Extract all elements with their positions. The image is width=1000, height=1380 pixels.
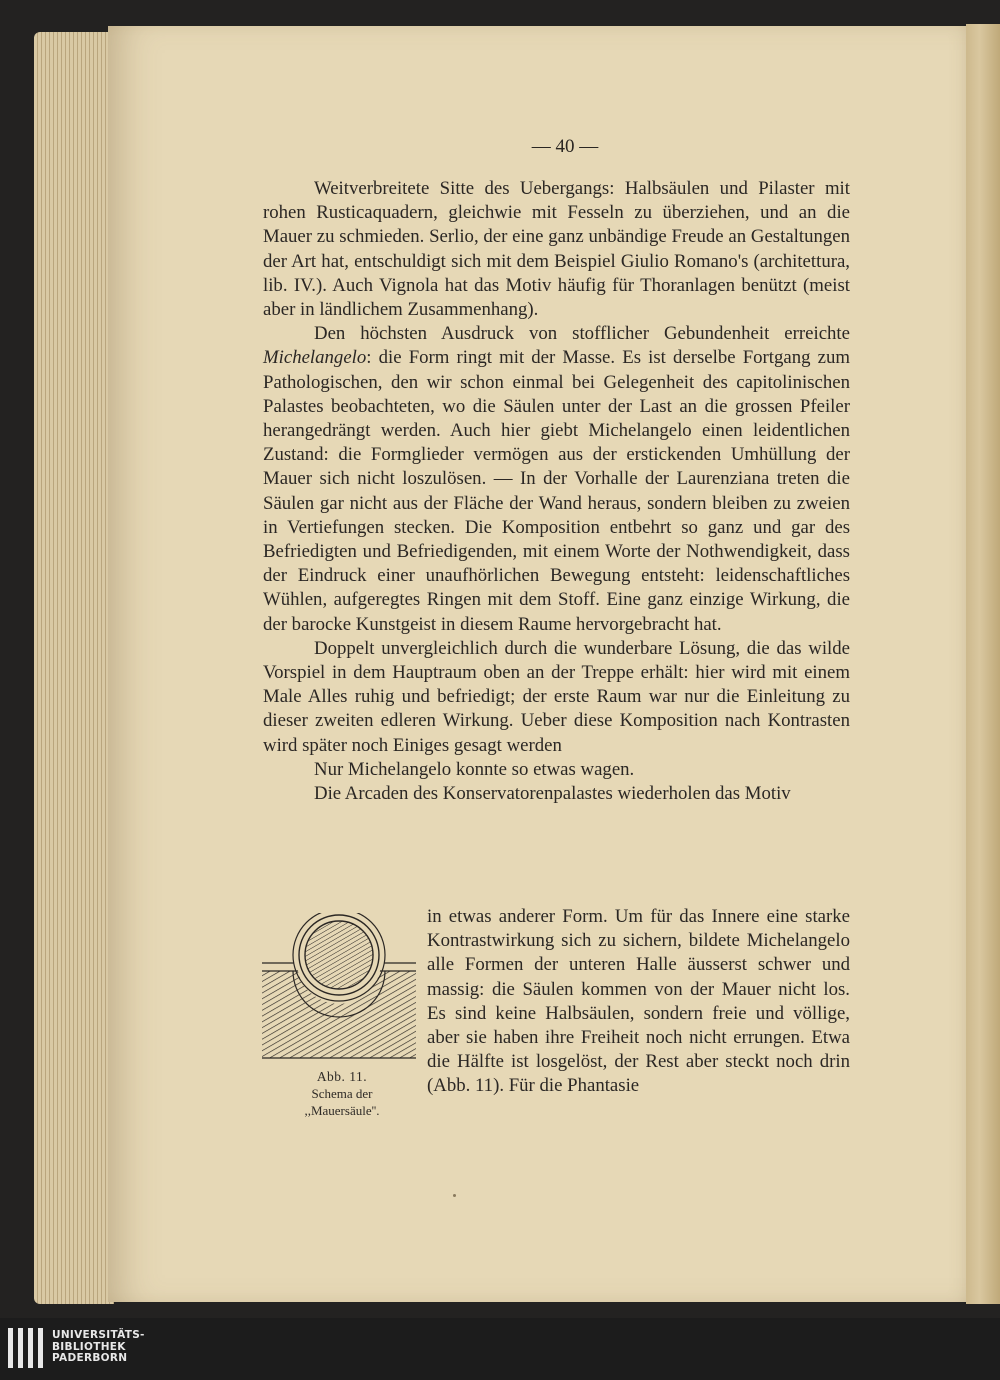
paragraph-2-lead: Den höchsten Ausdruck von stofflicher Gebundenheit erreichte xyxy=(314,323,850,345)
paragraph-1: Weitverbreitete Sitte des Uebergangs: Halbsäulen und Pilaster mit rohen Rusticaquadern, gleichwie mit Fesseln zu überziehen, und an die Mauer zu schmieden. Serlio, der eine ganz unbändige Freude an Gestaltungen der Art hat, entschuldigt sich mit dem Beispiel Giulio Romano's (architettura, lib. IV.). Auch Vignola hat das Motiv häufig für Thoranlagen benützt (meist aber in ländlichem Zusammenhang). xyxy=(263,178,850,321)
paragraph-2-italic: Michelangelo xyxy=(263,347,367,369)
paragraph-4: Nur Michelangelo konnte so etwas wagen. xyxy=(314,758,635,780)
main-text xyxy=(263,177,850,806)
paragraph-5-continuation: in etwas anderer Form. Um für das Innere eine starke Kontrastwirkung sich zu sichern, bildete Michelangelo alle Formen der unteren Halle äusserst schwer und massig: die Säulen kommen von der Mauer nicht los. Es sind keine Halbsäulen, sondern freie und völlige, aber sie haben ihre Freiheit noch nicht errungen. Etwa die Hälfte ist losgelöst, der Rest aber steckt noch drin (Abb. 11). Für die Phantasie xyxy=(427,906,850,1097)
library-name xyxy=(52,1330,145,1365)
paper-speck xyxy=(453,1194,456,1197)
paragraph-2-body: : die Form ringt mit der Masse. Es ist derselbe Fortgang zum Pathologischen, den wir schon einmal bei Gelegenheit des capitolinischen Palastes beobachteten, wo die Säulen unter der Last an die grossen Pfeiler herangedrängt werden. Auch hier giebt Michelangelo einen leidentlichen Zustand: die Formglieder vermögen aus der erstickenden Umhüllung der Mauer sich nicht loszulösen. — In der Vorhalle der Laurenziana treten die Säulen gar nicht aus der Fläche der Wand heraus, sondern bleiben zu zweien in Vertiefungen stecken. Die Komposition entbehrt so ganz und gar des Befriedigten und Befriedigenden, mit einem Worte der Nothwendigkeit, dass der Eindruck einer unaufhörlichen Bewegung entsteht: leidenschaftliches Wühlen, aufgeregtes Ringen mit dem Stoff. Eine ganz einzige Wirkung, die der barocke Kunstgeist in diesem Raume hervorgebracht hat. xyxy=(263,347,850,635)
column-section xyxy=(305,921,373,989)
paragraph-5: Die Arcaden des Konservatorenpalastes wiederholen das Motiv xyxy=(314,783,791,805)
paragraph-2 xyxy=(263,322,850,637)
library-name-line-1: UNIVERSITÄTS- xyxy=(52,1329,145,1341)
figure-caption-line-1: Schema der xyxy=(311,1086,373,1101)
library-name-line-2: BIBLIOTHEK xyxy=(52,1340,126,1353)
figure-caption-line-2: ,,Mauersäule''. xyxy=(304,1103,380,1118)
facing-page-edge xyxy=(966,24,1000,1304)
figure-number: Abb. 11. xyxy=(316,1069,368,1084)
page-stack-edge xyxy=(34,32,114,1304)
paragraph-3: Doppelt unvergleichlich durch die wunderbare Lösung, die das wilde Vorspiel in dem Hauptraum oben an der Treppe erhält: hier wird mit einem Male Alles ruhig und befriedigt; der erste Raum war nur die Einleitung zu dieser zweiten edleren Wirkung. Ueber diese Komposition nach Kontrasten wird später noch Einiges gesagt werden xyxy=(263,637,850,756)
library-footer xyxy=(0,1318,1000,1380)
text-beside-figure xyxy=(427,905,850,1099)
page-number: — 40 — xyxy=(531,136,599,157)
library-name-line-3: PADERBORN xyxy=(52,1352,128,1364)
figure-caption xyxy=(290,1068,394,1119)
library-logo-icon xyxy=(8,1328,44,1368)
mauersaeule-figure xyxy=(260,913,420,1063)
